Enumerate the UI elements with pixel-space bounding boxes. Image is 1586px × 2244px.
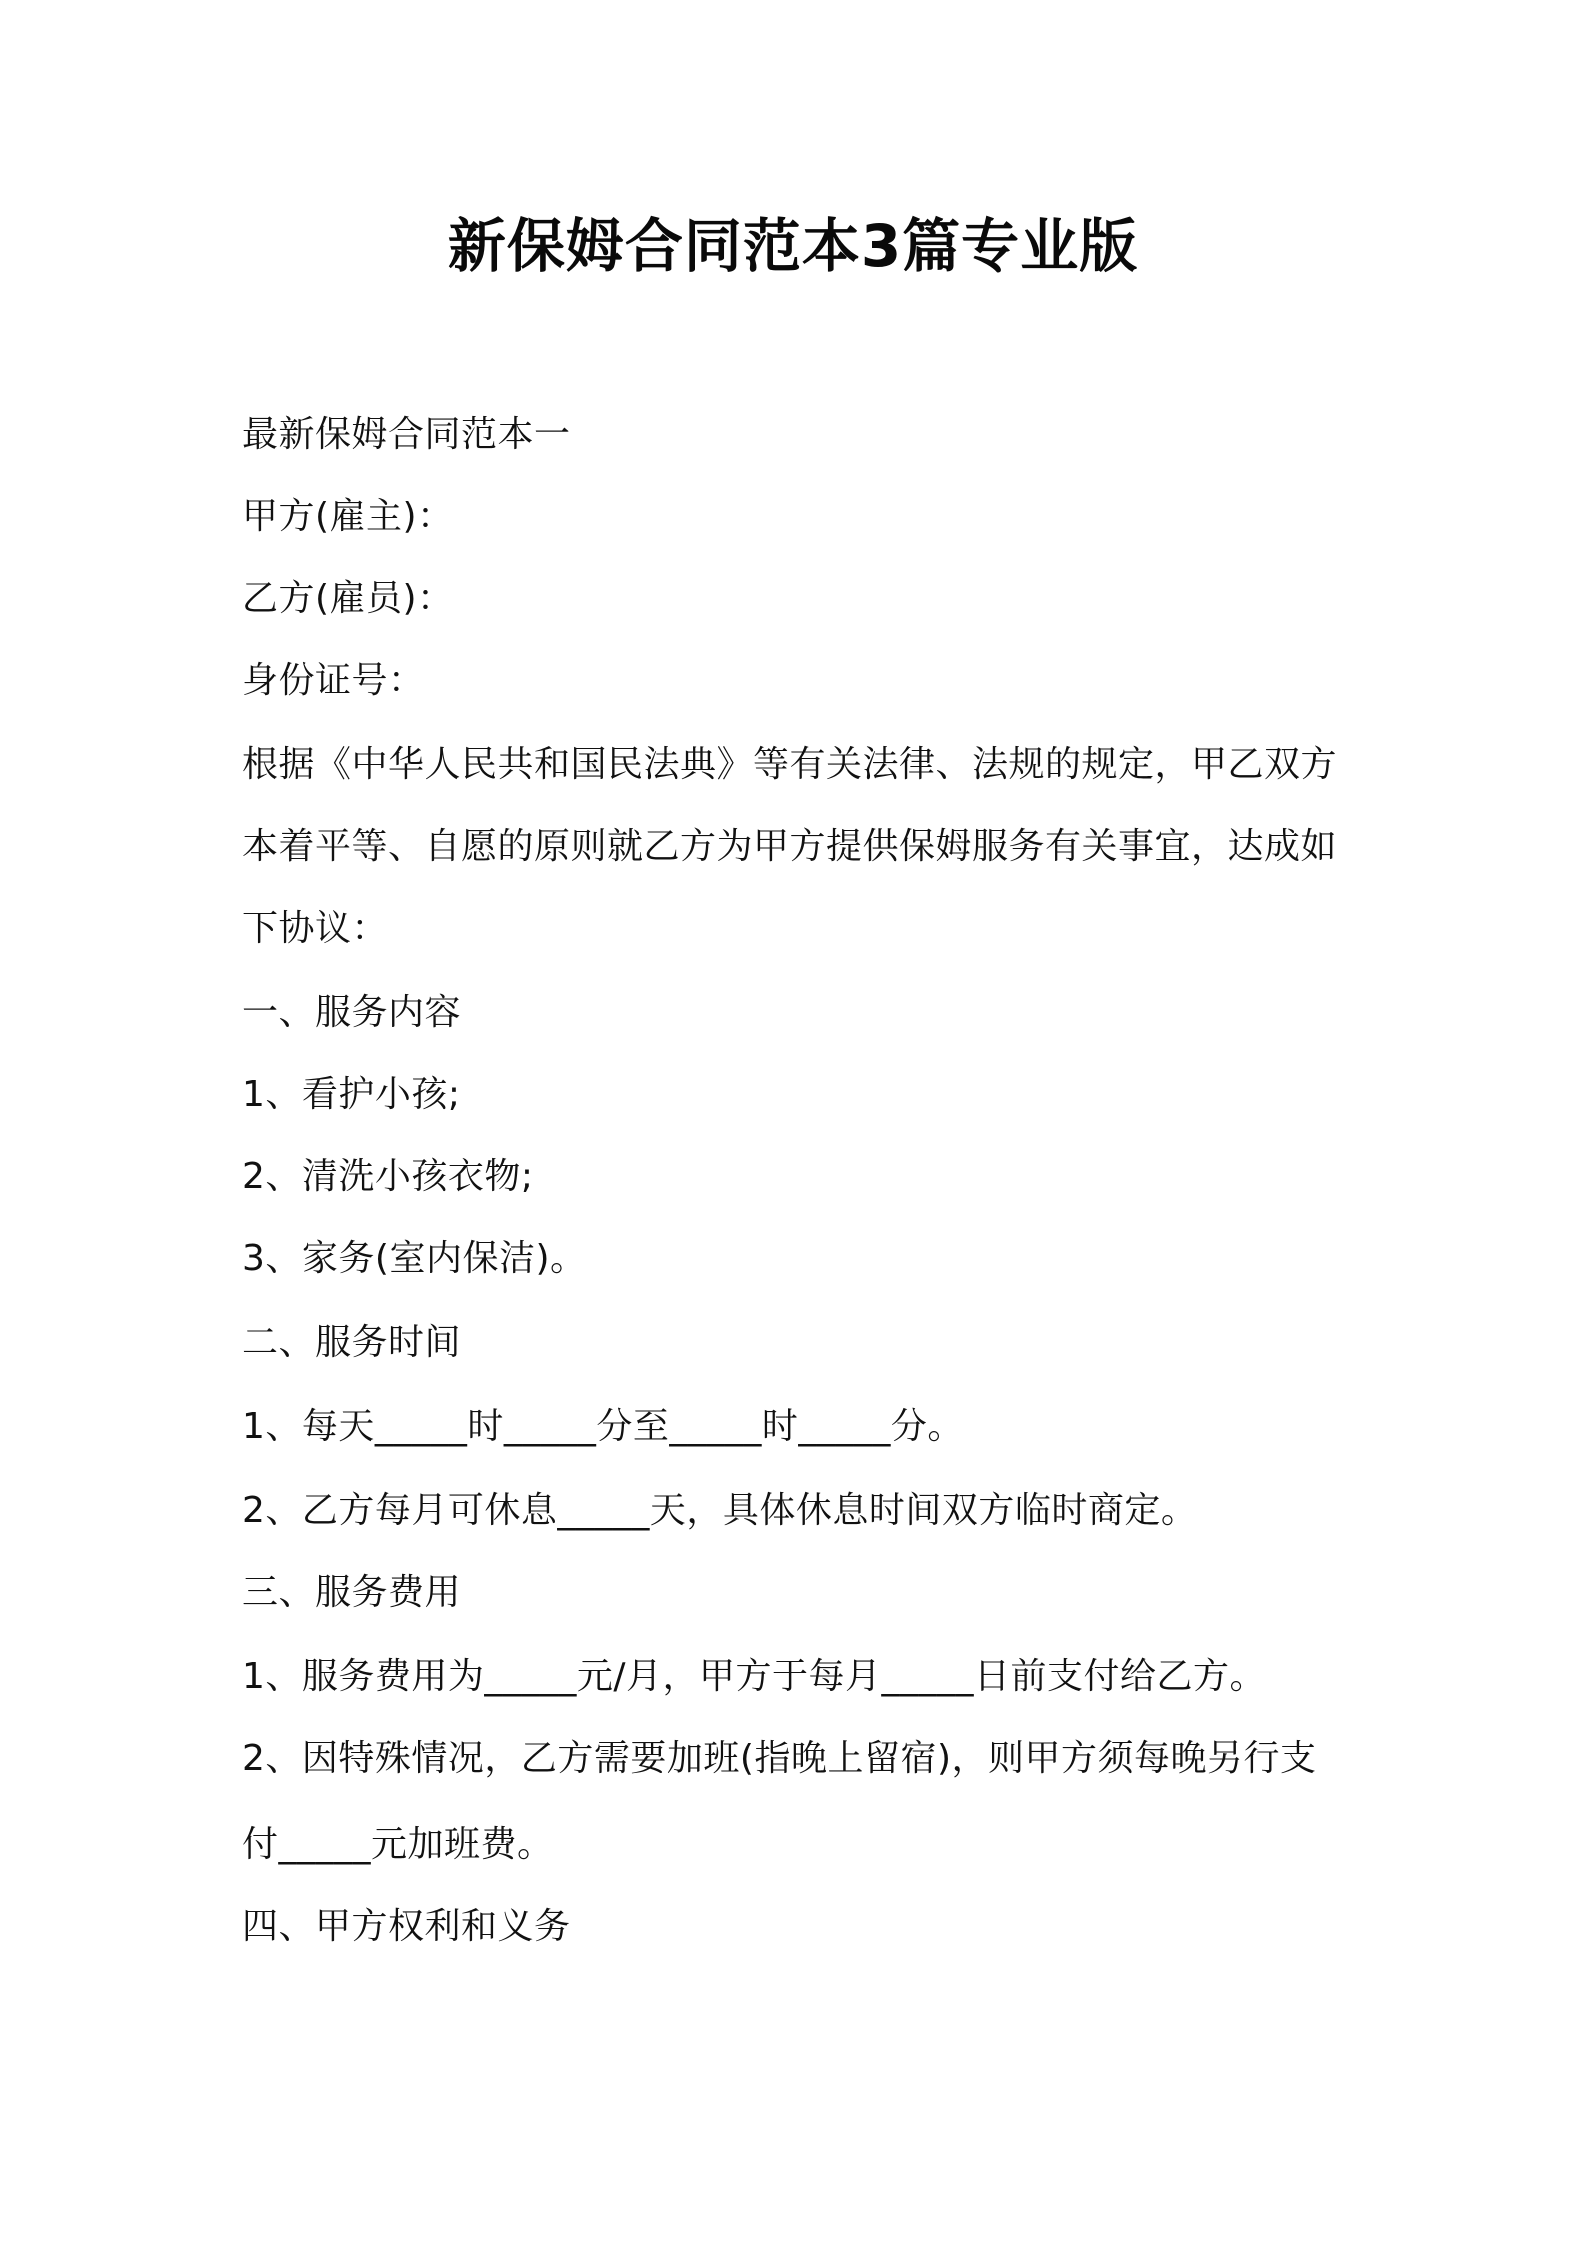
id-number-label: 身份证号： <box>242 660 425 701</box>
clause-item: 3、家务(室内保洁)。 <box>242 1238 587 1279</box>
preamble-line: 下协议： <box>242 908 389 949</box>
section-heading: 三、服务费用 <box>242 1572 462 1613</box>
clause-item-continued: 付_____元加班费。 <box>242 1824 554 1865</box>
section-heading: 一、服务内容 <box>242 992 462 1033</box>
clause-item: 2、乙方每月可休息_____天，具体休息时间双方临时商定。 <box>242 1490 1198 1531</box>
clause-item: 1、看护小孩; <box>242 1074 461 1115</box>
party-a-label: 甲方(雇主)： <box>242 496 454 537</box>
party-b-label: 乙方(雇员)： <box>242 578 454 619</box>
preamble-line: 本着平等、自愿的原则就乙方为甲方提供保姆服务有关事宜，达成如 <box>242 826 1338 867</box>
section-heading: 二、服务时间 <box>242 1322 462 1363</box>
preamble-line: 根据《中华人民共和国民法典》等有关法律、法规的规定，甲乙双方 <box>242 744 1338 785</box>
clause-item: 2、因特殊情况，乙方需要加班(指晚上留宿)，则甲方须每晚另行支 <box>242 1738 1317 1779</box>
clause-item: 1、服务费用为_____元/月，甲方于每月_____日前支付给乙方。 <box>242 1656 1267 1697</box>
clause-item: 1、每天_____时_____分至_____时_____分。 <box>242 1406 964 1447</box>
section-heading: 四、甲方权利和义务 <box>242 1906 571 1947</box>
contract-heading: 最新保姆合同范本一 <box>242 414 571 455</box>
clause-item: 2、清洗小孩衣物; <box>242 1156 534 1197</box>
page-title: 新保姆合同范本3篇专业版 <box>447 212 1139 280</box>
